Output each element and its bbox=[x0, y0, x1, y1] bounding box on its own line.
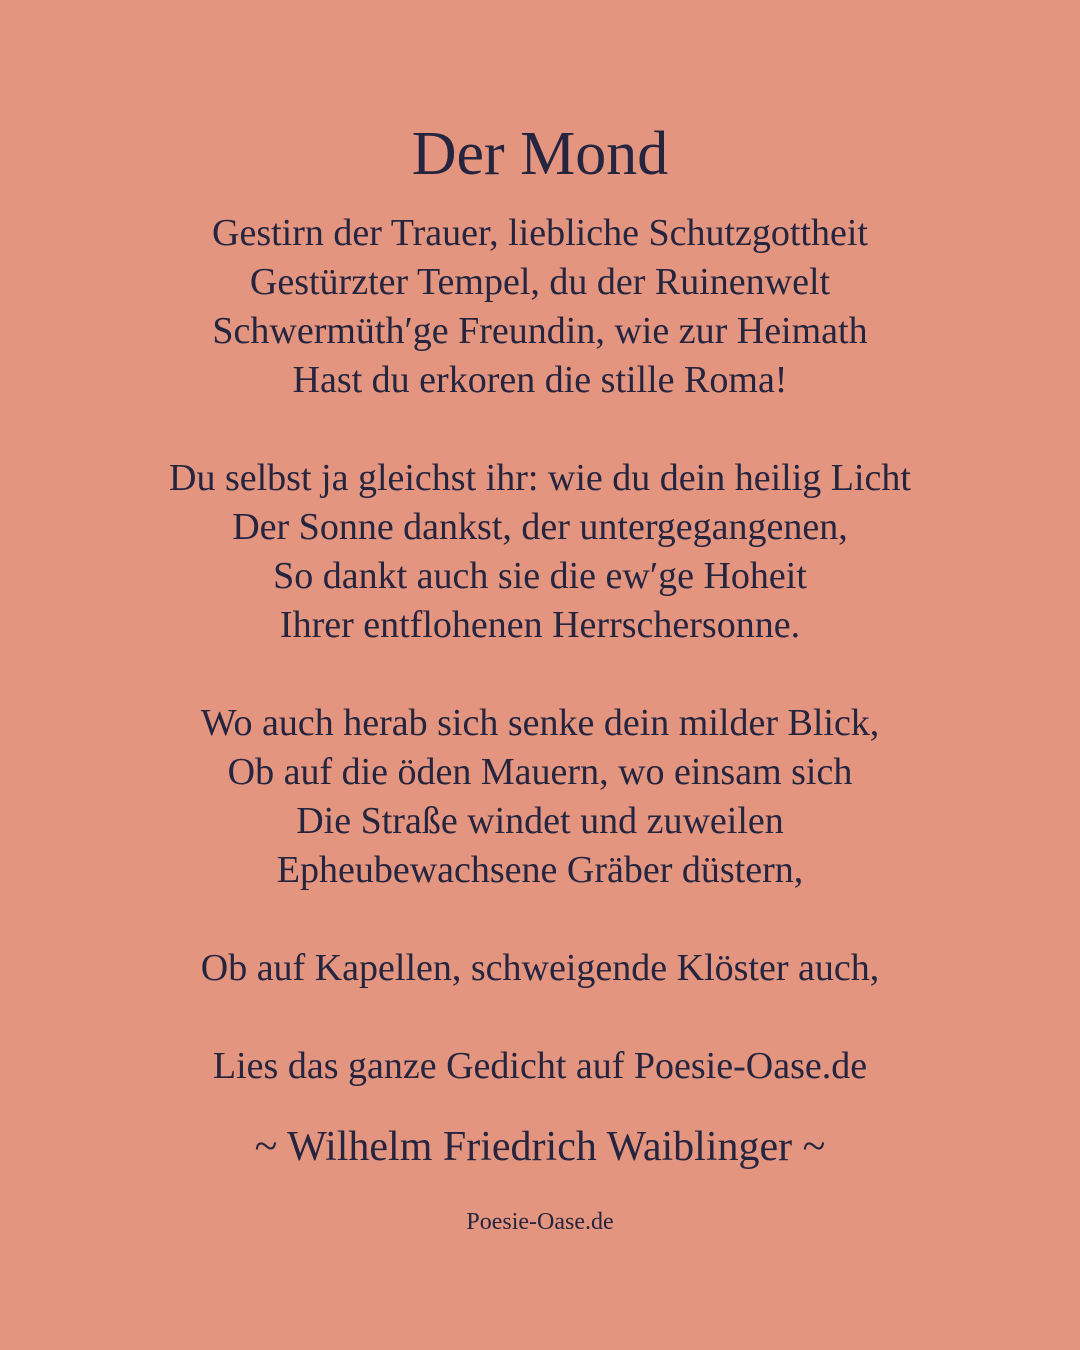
site-name: Poesie-Oase.de bbox=[466, 1209, 614, 1235]
poem-line: Ob auf die öden Mauern, wo einsam sich bbox=[227, 751, 853, 793]
poem-line: Die Straße windet und zuweilen bbox=[296, 800, 784, 842]
poem-body bbox=[0, 209, 1080, 1042]
poem-line: Gestirn der Trauer, liebliche Schutzgottheit bbox=[212, 212, 868, 254]
poem-line: So dankt auch sie die ew′ge Hoheit bbox=[273, 555, 807, 597]
stanza-4 bbox=[0, 944, 1080, 993]
poem-line: Hast du erkoren die stille Roma! bbox=[292, 359, 788, 401]
stanza-2 bbox=[0, 454, 1080, 650]
stanza-1 bbox=[0, 209, 1080, 405]
poem-line: Ob auf Kapellen, schweigende Klöster auch, bbox=[200, 947, 880, 989]
poem-line: Ihrer entflohenen Herrschersonne. bbox=[279, 604, 801, 646]
poem-line: Du selbst ja gleichst ihr: wie du dein heilig Licht bbox=[169, 457, 911, 499]
read-more-text: Lies das ganze Gedicht auf Poesie-Oase.de bbox=[212, 1045, 868, 1087]
stanza-3 bbox=[0, 699, 1080, 895]
poem-line: Epheubewachsene Gräber düstern, bbox=[276, 849, 804, 891]
poem-line: Gestürzter Tempel, du der Ruinenwelt bbox=[249, 261, 831, 303]
poem-line: Schwermüth′ge Freundin, wie zur Heimath bbox=[212, 310, 868, 352]
poem-line: Der Sonne dankst, der untergegangenen, bbox=[232, 506, 848, 548]
poem-title: Der Mond bbox=[411, 120, 669, 188]
poem-author: ~ Wilhelm Friedrich Waiblinger ~ bbox=[254, 1124, 826, 1170]
poem-line: Wo auch herab sich senke dein milder Blick, bbox=[200, 702, 880, 744]
